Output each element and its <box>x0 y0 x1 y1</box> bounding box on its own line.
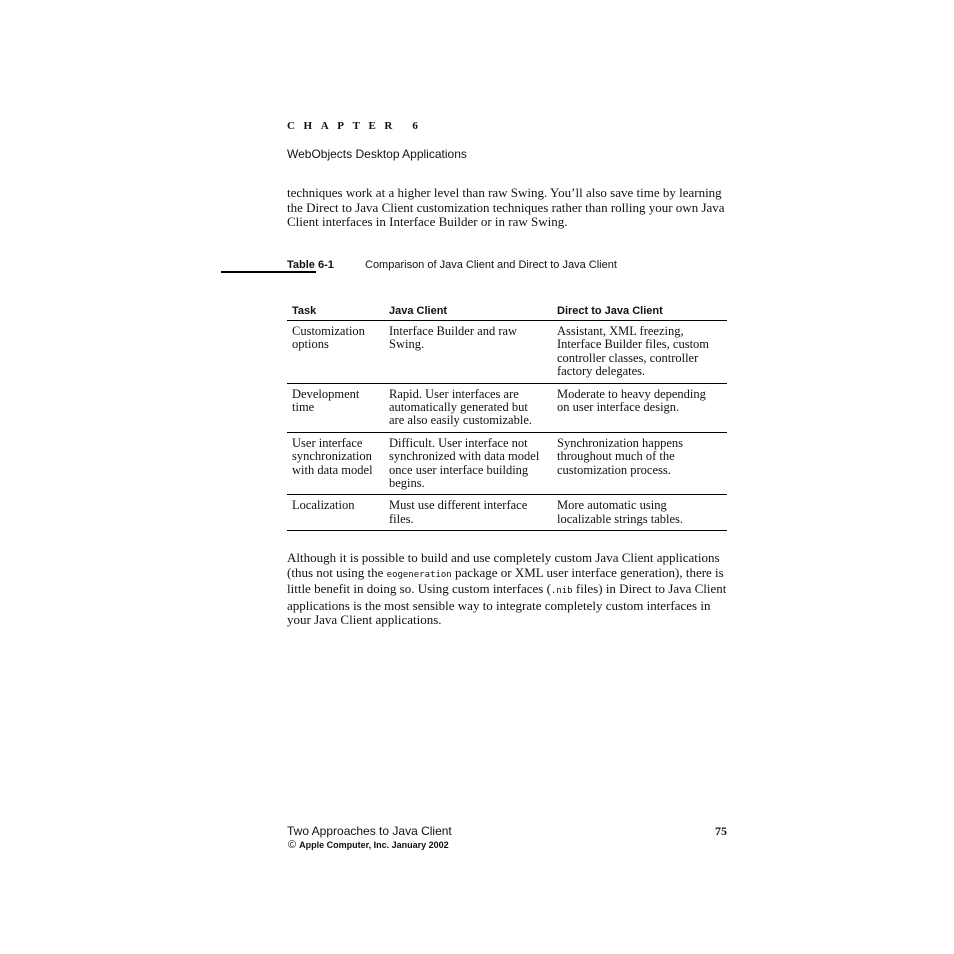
table-cell: More automatic using localizable strings tables. <box>552 495 727 531</box>
table-row <box>287 383 727 432</box>
paragraph-text: package or XML user interface generation), there is little benefit in doing so. Using custom interfaces ( <box>287 564 724 596</box>
table-row <box>287 321 727 384</box>
code-eogeneration: eogeneration <box>386 569 452 580</box>
table-label: Table 6-1 <box>287 259 334 271</box>
table-rule <box>221 271 316 273</box>
running-title: WebObjects Desktop Applications <box>287 147 467 161</box>
table-cell: Localization <box>287 495 384 531</box>
body-paragraph-intro: techniques work at a higher level than raw Swing. You’ll also save time by learning the Direct to Java Client customization techniques rather than rolling your own Java Client interfaces in Interface Builder or in raw Swing. <box>287 185 725 229</box>
table-row <box>287 432 727 495</box>
table-cell: Rapid. User interfaces are automatically generated but are also easily customizable. <box>384 383 552 432</box>
code-nib: .nib <box>550 586 573 596</box>
paragraph-text: files) in Direct to Java Client applications is the most sensible way to integrate completely custom interfaces in your Java Client applications. <box>287 581 727 627</box>
copyright-text: Apple Computer, Inc. January 2002 <box>299 840 449 850</box>
page-number: 75 <box>715 824 727 838</box>
table-header-cell: Direct to Java Client <box>552 302 727 321</box>
copyright-icon: © <box>288 839 297 851</box>
table-cell: Assistant, XML freezing, Interface Builder files, custom controller classes, controller factory delegates. <box>552 321 727 384</box>
table-cell: Synchronization happens throughout much of the customization process. <box>552 432 727 495</box>
table-cell: User interface synchronization with data model <box>287 432 384 495</box>
table-header-cell: Java Client <box>384 302 552 321</box>
copyright-notice <box>288 839 449 851</box>
table-header-row <box>287 302 727 321</box>
table-cell: Development time <box>287 383 384 432</box>
comparison-table <box>287 302 727 531</box>
table-row <box>287 495 727 531</box>
table-caption: Comparison of Java Client and Direct to Java Client <box>365 259 617 271</box>
table-cell: Must use different interface files. <box>384 495 552 531</box>
table-cell: Difficult. User interface not synchronized with data model once user interface building begins. <box>384 432 552 495</box>
table-cell: Interface Builder and raw Swing. <box>384 321 552 384</box>
table-cell: Customization options <box>287 321 384 384</box>
body-paragraph-custom-interfaces <box>287 551 727 628</box>
chapter-label: CHAPTER 6 <box>287 120 427 132</box>
table-cell: Moderate to heavy depending on user interface design. <box>552 383 727 432</box>
paragraph-text: Although it is possible to build and use completely custom Java Client applications (thus not using the <box>287 550 720 580</box>
table-header-cell: Task <box>287 302 384 321</box>
footer-section-title: Two Approaches to Java Client <box>287 824 452 838</box>
